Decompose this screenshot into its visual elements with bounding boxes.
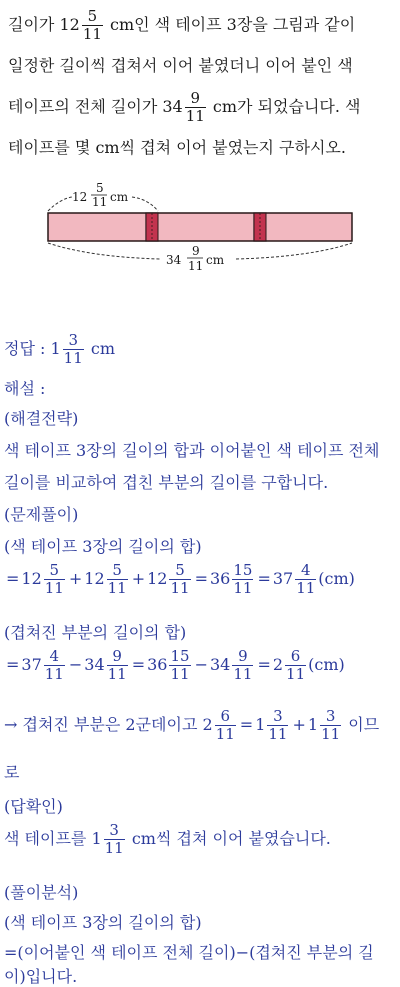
fraction — [169, 648, 190, 683]
fraction-numerator: 5 — [112, 561, 122, 579]
solution-section — [4, 0, 396, 984]
fraction — [44, 648, 65, 683]
fraction-denominator: 11 — [63, 349, 83, 367]
fraction — [267, 708, 288, 743]
total-length-whole: 34 — [166, 253, 182, 267]
sum-equation — [4, 562, 355, 597]
problem-line-4: 테이프를 몇 cm씩 겹쳐 이어 붙였는지 구하시오. — [8, 138, 346, 157]
tape-length-unit: cm — [110, 190, 129, 204]
fraction-denominator: 11 — [233, 579, 253, 597]
unit: (cm) — [308, 655, 345, 674]
answer-label: 정답 : — [4, 339, 51, 358]
fraction-numerator: 9 — [238, 647, 248, 665]
strategy-line-1: 색 테이프 3장의 길이의 합과 이어붙인 색 테이프 전체 — [4, 441, 380, 460]
fraction-denominator: 11 — [321, 725, 341, 743]
fraction-denominator: 11 — [44, 579, 64, 597]
problem-text-segment: 테이프의 전체 길이가 — [8, 97, 163, 116]
mixed-number-whole: 34 — [84, 655, 105, 674]
problem-line-2: 일정한 길이씩 겹쳐서 이어 붙였더니 이어 붙인 색 — [8, 56, 353, 75]
fraction-denominator: 11 — [82, 25, 102, 43]
arrow-line-text: → 겹쳐진 부분은 2군데이고 — [4, 715, 203, 734]
fraction-denominator: 11 — [296, 579, 316, 597]
analysis-tag: (풀이분석) — [4, 883, 79, 902]
fraction — [107, 648, 128, 683]
mixed-number-whole: 37 — [272, 569, 294, 588]
tape-length-numerator: 5 — [96, 181, 104, 195]
fraction-numerator: 3 — [273, 707, 283, 725]
fraction-numerator: 3 — [325, 707, 336, 725]
check-text: cm씩 겹쳐 이어 붙였습니다. — [126, 829, 331, 848]
total-length-unit: cm — [206, 253, 225, 267]
fraction-numerator: 6 — [220, 707, 230, 725]
mixed-number-whole: 1 — [255, 715, 266, 734]
overlap-tag: (겹쳐진 부분의 길이의 합) — [4, 623, 187, 642]
equals-sign: = — [6, 655, 20, 674]
fraction — [295, 562, 316, 597]
analysis-line-3: 이)입니다. — [4, 967, 78, 986]
mixed-number-whole: 37 — [21, 655, 42, 674]
arrow-line-2: 로 — [4, 763, 20, 782]
fraction — [169, 562, 190, 597]
check-line — [4, 822, 331, 857]
fraction — [232, 562, 253, 597]
total-length-numerator: 9 — [192, 244, 200, 258]
fraction-denominator: 11 — [170, 665, 190, 683]
fraction-denominator: 11 — [286, 665, 306, 683]
mixed-number-whole: 12 — [59, 15, 80, 34]
mixed-number-whole: 36 — [209, 569, 231, 588]
fraction — [215, 708, 236, 743]
answer-fraction — [63, 332, 84, 367]
mixed-number-whole: 34 — [209, 655, 231, 674]
check-tag: (답확인) — [4, 797, 63, 816]
work-tag: (문제풀이) — [4, 505, 79, 524]
answer-unit: cm — [85, 339, 115, 358]
mixed-number-whole: 1 — [307, 715, 319, 734]
fraction-denominator: 11 — [104, 839, 124, 857]
arrow-line-text: 이므 — [343, 715, 380, 734]
plus-sign: + — [131, 569, 146, 588]
answer-line — [4, 332, 115, 367]
equals-sign: = — [257, 655, 271, 674]
problem-text-segment: cm가 되었습니다. 색 — [207, 97, 361, 116]
equals-sign: = — [6, 569, 20, 588]
mixed-number-whole: 34 — [162, 97, 183, 116]
fraction — [107, 562, 128, 597]
minus-sign: − — [68, 655, 83, 674]
mixed-number-whole: 1 — [91, 829, 102, 848]
fraction-numerator: 9 — [190, 89, 201, 107]
unit: (cm) — [318, 569, 355, 588]
check-text: 색 테이프를 — [4, 829, 92, 848]
fraction-numerator: 6 — [290, 647, 301, 665]
problem-text-segment: 길이가 — [8, 15, 60, 34]
mixed-number-whole: 36 — [147, 655, 168, 674]
mixed-number-whole: 12 — [84, 569, 105, 588]
fraction-numerator: 5 — [49, 561, 60, 579]
fraction — [44, 562, 65, 597]
solution-heading: 해설 : — [4, 379, 46, 398]
analysis-line-1: (색 테이프 3장의 길이의 합) — [4, 913, 202, 932]
fraction-numerator: 9 — [112, 647, 122, 665]
equals-sign: = — [131, 655, 146, 674]
fraction — [104, 822, 125, 857]
fraction — [232, 648, 253, 683]
fraction-numerator: 4 — [300, 561, 311, 579]
fraction-numerator: 5 — [87, 7, 98, 25]
fraction-numerator: 4 — [49, 647, 60, 665]
fraction-denominator: 11 — [44, 665, 64, 683]
fraction-numerator: 15 — [233, 561, 253, 579]
strategy-tag: (해결전략) — [4, 409, 79, 428]
fraction-denominator: 11 — [170, 579, 190, 597]
mixed-number-whole: 2 — [202, 715, 213, 734]
fraction-denominator: 11 — [268, 725, 288, 743]
fraction — [285, 648, 306, 683]
mixed-number-whole: 2 — [272, 655, 284, 674]
plus-sign: + — [68, 569, 83, 588]
tape-length-whole: 12 — [72, 190, 88, 204]
fraction-denominator: 11 — [233, 665, 253, 683]
analysis-line-2: =(이어붙인 색 테이프 전체 길이)−(겹쳐진 부분의 길 — [4, 943, 374, 962]
mixed-number-whole: 12 — [147, 569, 168, 588]
minus-sign: − — [194, 655, 208, 674]
tape-length-denominator: 11 — [92, 195, 108, 209]
sum-tag: (색 테이프 3장의 길이의 합) — [4, 537, 202, 556]
strategy-line-2: 길이를 비교하여 겹친 부분의 길이를 구합니다. — [4, 473, 329, 492]
answer-whole: 1 — [50, 339, 61, 358]
fraction-denominator: 11 — [107, 665, 127, 683]
fraction-numerator: 5 — [175, 561, 185, 579]
fraction-numerator: 3 — [109, 821, 119, 839]
arrow-line — [4, 708, 379, 743]
fraction-numerator: 3 — [68, 331, 78, 349]
equals-sign: = — [239, 715, 254, 734]
overlap-equation — [4, 648, 345, 683]
fraction-numerator: 15 — [170, 647, 190, 665]
fraction-denominator: 11 — [185, 107, 205, 125]
fraction — [320, 708, 341, 743]
fraction-denominator: 11 — [215, 725, 235, 743]
equals-sign: = — [257, 569, 271, 588]
total-length-denominator: 11 — [188, 259, 204, 273]
mixed-number-whole: 12 — [21, 569, 42, 588]
problem-text-segment: cm인 색 테이프 3장을 그림과 같이 — [104, 15, 356, 34]
equals-sign: = — [194, 569, 208, 588]
fraction-denominator: 11 — [107, 579, 127, 597]
plus-sign: + — [292, 715, 306, 734]
